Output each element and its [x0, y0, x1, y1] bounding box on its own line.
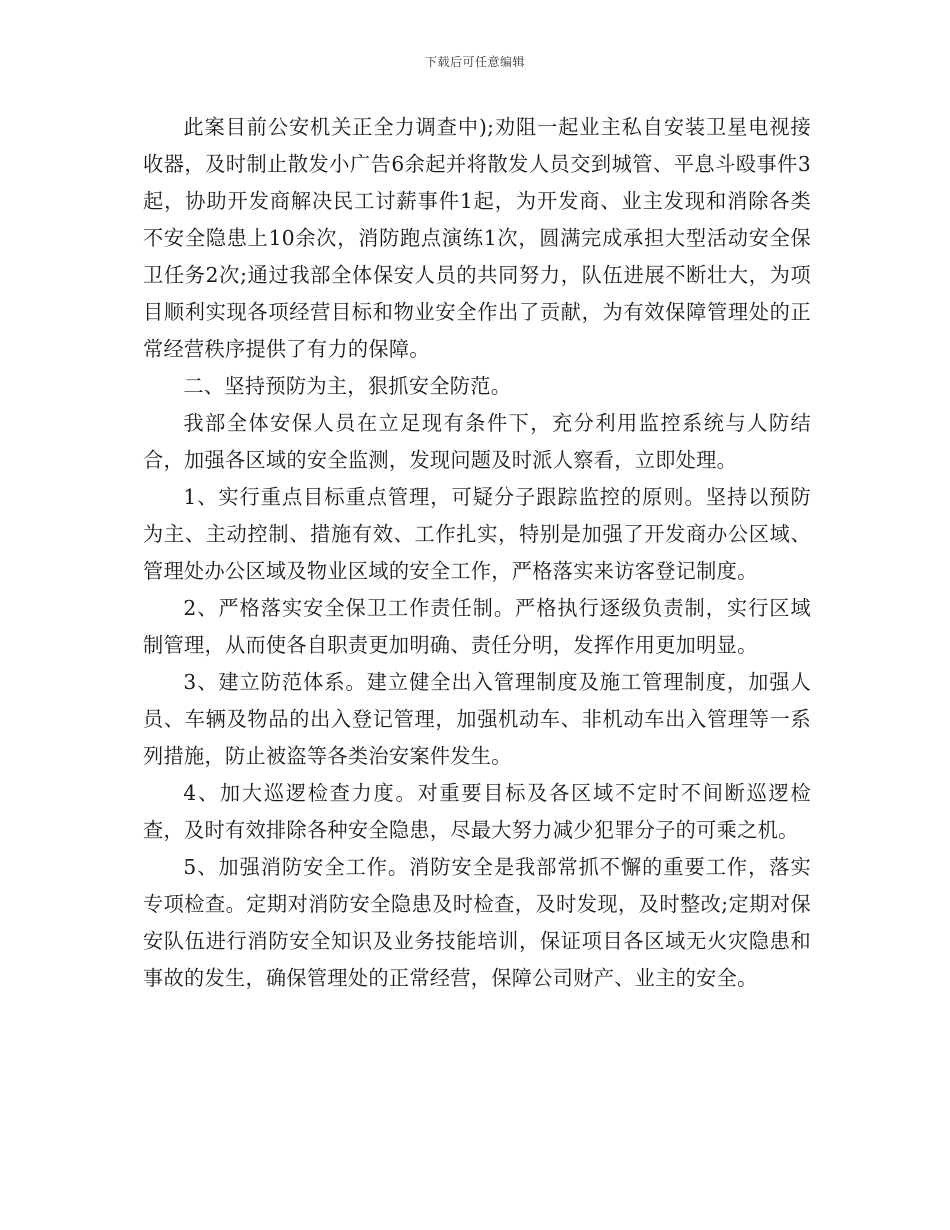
paragraph-item-3: 3、建立防范体系。建立健全出入管理制度及施工管理制度，加强人员、车辆及物品的出入登记管理，加强机动车、非机动车出入管理等一系列措施，防止被盗等各类治安案件发生。: [143, 670, 811, 768]
paragraph-item-2: 2、严格落实安全保卫工作责任制。严格执行逐级负责制，实行区域制管理，从而使各自职责更加明确、责任分明，发挥作用更加明显。: [143, 596, 811, 657]
paragraph-intro: 我部全体安保人员在立足现有条件下，充分利用监控系统与人防结合，加强各区域的安全监测，发现问题及时派人察看，立即处理。: [143, 411, 811, 472]
paragraph-security-results: 此案目前公安机关正全力调查中);劝阻一起业主私自安装卫星电视接收器，及时制止散发小广告6余起并将散发人员交到城管、平息斗殴事件3起，协助开发商解决民工讨薪事件1起，为开发商、业主发现和消除各类不安全隐患上10余次，消防跑点演练1次，圆满完成承担大型活动安全保卫任务2次;通过我部全体保安人员的共同努力，队伍进展不断壮大，为项目顺利实现各项经营目标和物业安全作出了贡献，为有效保障管理处的正常经营秩序提供了有力的保障。: [143, 115, 811, 361]
paragraph-item-1: 1、实行重点目标重点管理，可疑分子跟踪监控的原则。坚持以预防为主、主动控制、措施有效、工作扎实，特别是加强了开发商办公区域、管理处办公区域及物业区域的安全工作，严格落实来访客登记制度。: [143, 485, 811, 583]
paragraph-item-5: 5、加强消防安全工作。消防安全是我部常抓不懈的重要工作，落实专项检查。定期对消防安全隐患及时检查，及时发现，及时整改;定期对保安队伍进行消防安全知识及业务技能培训，保证项目各区域无火灾隐患和事故的发生，确保管理处的正常经营，保障公司财产、业主的安全。: [143, 855, 811, 990]
document-body: [143, 109, 811, 997]
page-header: 下载后可任意编辑: [424, 55, 525, 69]
section-heading-prevention: 二、坚持预防为主，狠抓安全防范。: [183, 374, 512, 398]
paragraph-item-4: 4、加大巡逻检查力度。对重要目标及各区域不定时不间断巡逻检查，及时有效排除各种安全隐患，尽最大努力减少犯罪分子的可乘之机。: [143, 781, 811, 842]
